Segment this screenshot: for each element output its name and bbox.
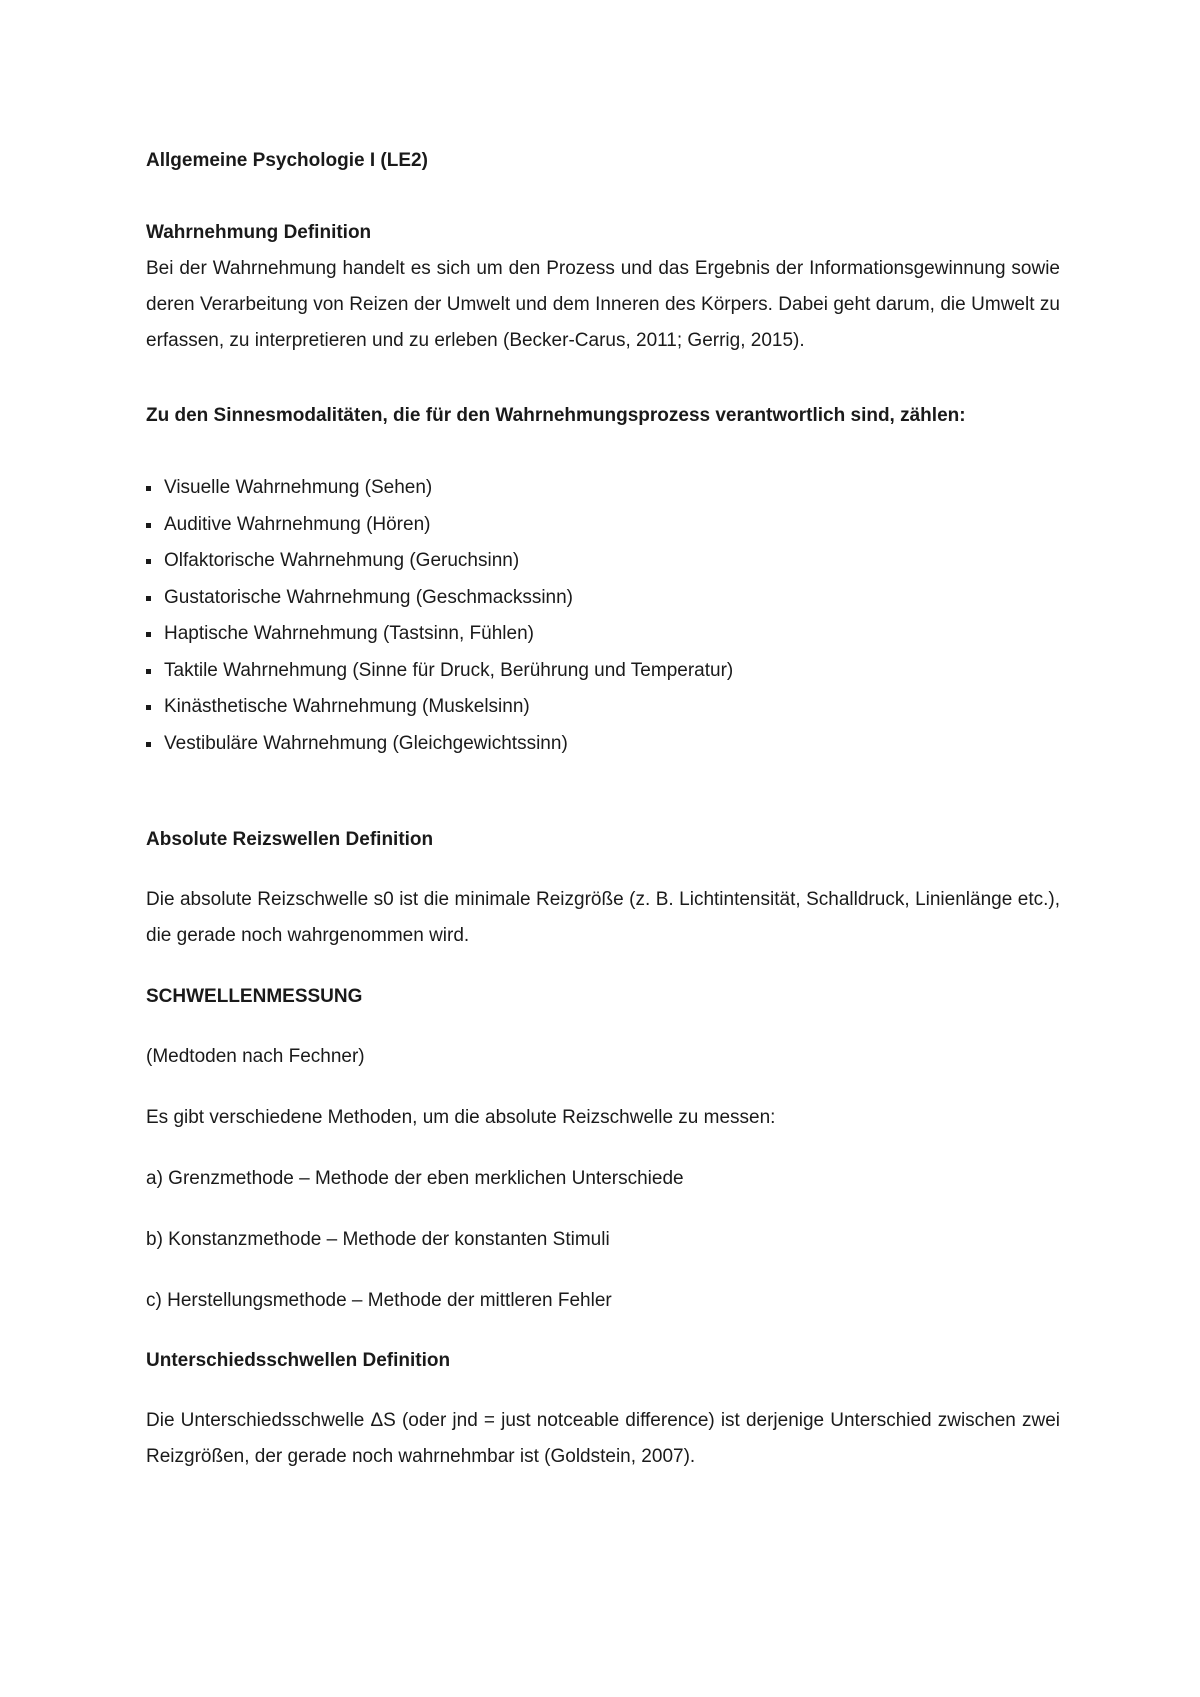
bullet-icon — [146, 632, 151, 637]
schwellenmessung-intro: Es gibt verschiedene Methoden, um die absolute Reizschwelle zu messen: — [146, 1107, 776, 1128]
paragraph-wahrnehmung-definition: Bei der Wahrnehmung handelt es sich um den Prozess und das Ergebnis der Informationsgewinnung sowie deren Verarbeitung von Reizen der Umwelt und dem Inneren des Körpers. Dabei geht darum, die Umwelt zu erfassen, zu interpretieren und zu erleben (Becker-Carus, 2011; Gerrig, 2015). — [146, 258, 1060, 351]
list-item: Taktile Wahrnehmung (Sinne für Druck, Berührung und Temperatur) — [146, 653, 1060, 690]
bullet-icon — [146, 596, 151, 601]
document-title: Allgemeine Psychologie I (LE2) — [146, 150, 428, 171]
paragraph-unterschiedsschwelle: Die Unterschiedsschwelle ΔS (oder jnd = just notceable difference) ist derjenige Unterschied zwischen zwei Reizgrößen, der gerade noch wahrnehmbar ist (Goldstein, 2007). — [146, 1410, 1060, 1467]
bullet-icon — [146, 486, 151, 491]
paragraph-absolute-reizschwelle: Die absolute Reizschwelle s0 ist die minimale Reizgröße (z. B. Lichtintensität, Schalldruck, Linienlänge etc.), die gerade noch wahrgenommen wird. — [146, 889, 1060, 946]
section-heading-wahrnehmung: Wahrnehmung Definition — [146, 222, 372, 243]
list-item: Vestibuläre Wahrnehmung (Gleichgewichtssinn) — [146, 726, 1060, 763]
section-heading-schwellenmessung: SCHWELLENMESSUNG — [146, 986, 363, 1007]
bullet-icon — [146, 742, 151, 747]
bullet-icon — [146, 523, 151, 528]
bullet-icon — [146, 559, 151, 564]
section-heading-sinnesmodalitaeten: Zu den Sinnesmodalitäten, die für den Wahrnehmungsprozess verantwortlich sind, zählen: — [146, 405, 966, 426]
list-item: Haptische Wahrnehmung (Tastsinn, Fühlen) — [146, 616, 1060, 653]
method-item-b: b) Konstanzmethode – Methode der konstanten Stimuli — [146, 1229, 610, 1250]
bullet-icon — [146, 669, 151, 674]
sinnesmodalitaeten-list — [146, 470, 1060, 762]
list-item: Visuelle Wahrnehmung (Sehen) — [146, 470, 1060, 507]
section-heading-unterschiedsschwelle: Unterschiedsschwellen Definition — [146, 1350, 451, 1371]
method-item-a: a) Grenzmethode – Methode der eben merklichen Unterschiede — [146, 1168, 684, 1189]
bullet-icon — [146, 705, 151, 710]
list-item: Kinästhetische Wahrnehmung (Muskelsinn) — [146, 689, 1060, 726]
list-item: Olfaktorische Wahrnehmung (Geruchsinn) — [146, 543, 1060, 580]
section-heading-absolute-reizschwelle: Absolute Reizswellen Definition — [146, 829, 434, 850]
list-item: Auditive Wahrnehmung (Hören) — [146, 507, 1060, 544]
method-item-c: c) Herstellungsmethode – Methode der mittleren Fehler — [146, 1290, 612, 1311]
list-item: Gustatorische Wahrnehmung (Geschmackssinn) — [146, 580, 1060, 617]
schwellenmessung-subtitle: (Medtoden nach Fechner) — [146, 1046, 365, 1067]
